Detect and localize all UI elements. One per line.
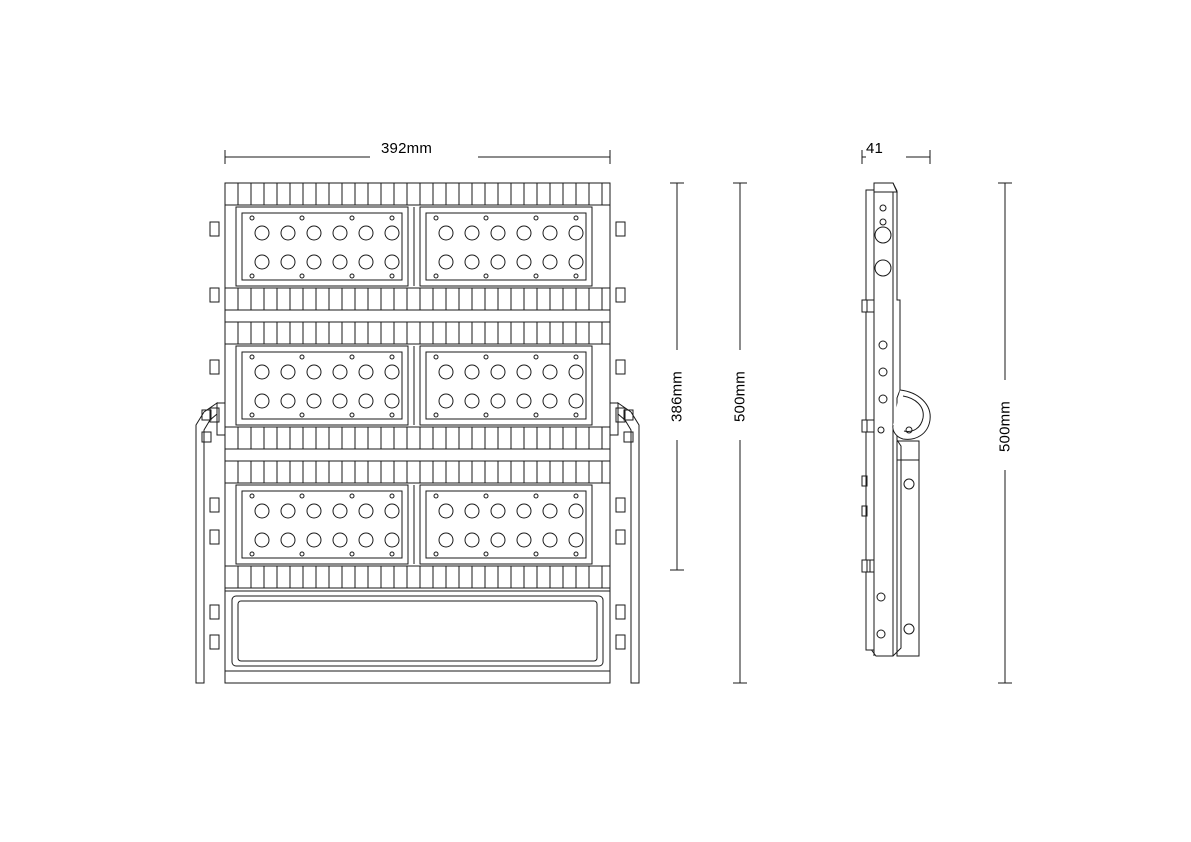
front-view [196, 183, 639, 683]
side-view [862, 183, 930, 656]
dimension-front-overall-height: 500mm [731, 370, 749, 423]
dimension-side-height: 500mm [996, 400, 1014, 453]
dimension-front-height: 386mm [668, 370, 686, 423]
dimension-side-width: 41 [866, 140, 884, 157]
dimension-front-width: 392mm [381, 140, 433, 157]
